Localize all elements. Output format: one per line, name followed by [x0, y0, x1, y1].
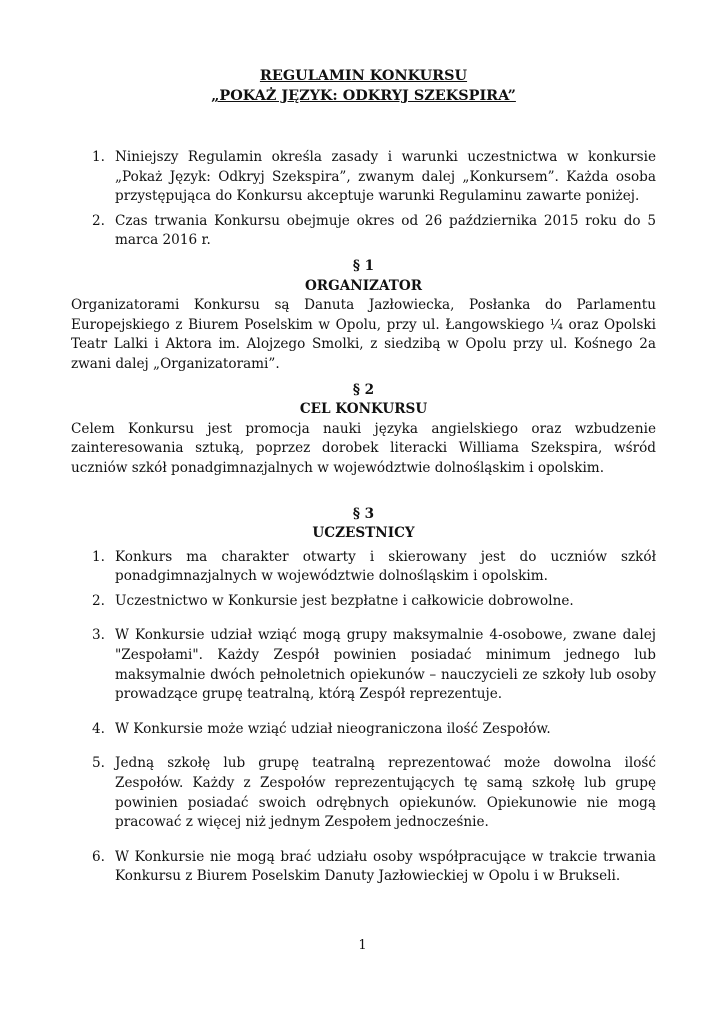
list-item [71, 148, 656, 207]
list-item [71, 548, 656, 587]
list-item [71, 754, 656, 832]
list-item-text: Konkurs ma charakter otwarty i skierowany jest do uczniów szkół ponadgimnazjalnych w województwie dolnośląskim i opolskim. [115, 548, 656, 585]
section-1-heading: ORGANIZATOR [304, 277, 423, 294]
participants-list [71, 548, 656, 887]
section-2-heading: CEL KONKURSU [299, 401, 428, 418]
list-item [71, 626, 656, 704]
list-item [71, 720, 656, 740]
list-item-text: Uczestnictwo w Konkursie jest bezpłatne i całkowicie dobrowolne. [115, 592, 574, 609]
list-item-text: Czas trwania Konkursu obejmuje okres od 26 października 2015 roku do 5 marca 2016 r. [115, 212, 656, 249]
list-item-number: 2. [92, 592, 105, 609]
list-item-text: W Konkursie może wziąć udział nieograniczona ilość Zespołów. [115, 720, 551, 737]
list-item [71, 592, 656, 612]
list-item-number: 3. [92, 627, 105, 644]
list-item-number: 2. [92, 212, 105, 229]
list-item-number: 1. [92, 149, 105, 165]
document-title-line-1: REGULAMIN KONKURSU [259, 67, 468, 84]
section-1-mark: § 1 [352, 257, 375, 274]
list-item-text: Jedną szkołę lub grupę teatralną reprezentować może dowolna ilość Zespołów. Każdy z Zespołów reprezentujących tę samą szkołę lub grupę powinien posiadać swoich odrębnych opiekunów. Opiekunowie nie mogą pracować z więcej niż jednym Zespołem jednocześnie. [115, 755, 656, 831]
section-2-text: Celem Konkursu jest promocja nauki języka angielskiego oraz wzbudzenie zainteresowania sztuką, poprzez dorobek literacki Williama Szekspira, wśród uczniów szkół ponadgimnazjalnych w województwie dolnośląskim i opolskim. [71, 420, 656, 476]
list-item [71, 848, 656, 887]
document-title-line-2: „POKAŻ JĘZYK: ODKRYJ SZEKSPIRA” [211, 87, 516, 104]
intro-list [71, 148, 656, 251]
list-item [71, 212, 656, 251]
list-item-text: W Konkursie nie mogą brać udziału osoby współpracujące w trakcie trwania Konkursu z Biurem Poselskim Danuty Jazłowieckiej w Opolu i w Brukseli. [115, 848, 656, 885]
section-3-heading: UCZESTNICY [312, 525, 415, 542]
list-item-number: 6. [92, 848, 105, 865]
section-2-mark: § 2 [352, 381, 375, 398]
list-item-number: 5. [92, 755, 105, 772]
page-number: 1 [358, 938, 367, 953]
list-item-text: W Konkursie udział wziąć mogą grupy maksymalnie 4-osobowe, zwane dalej "Zespołami". Każdy Zespół powinien posiadać minimum jednego lub maksymalnie dwóch pełnoletnich opiekunów – nauczycieli ze szkoły lub osoby prowadzące grupę teatralną, którą Zespół reprezentuje. [115, 627, 656, 703]
list-item-text: Niniejszy Regulamin określa zasady i warunki uczestnictwa w konkursie „Pokaż Język: Odkryj Szekspira”, zwanym dalej „Konkursem”. Każda osoba przystępująca do Konkursu akceptuje warunki Regulaminu zawarte poniżej. [115, 149, 656, 205]
list-item-number: 1. [92, 548, 105, 565]
section-3-mark: § 3 [352, 505, 375, 522]
document-page [71, 66, 656, 887]
list-item-number: 4. [92, 720, 105, 737]
section-1-text: Organizatorami Konkursu są Danuta Jazłowiecka, Posłanka do Parlamentu Europejskiego z Biurem Poselskim w Opolu, przy ul. Łangowskiego ¼ oraz Opolski Teatr Lalki i Aktora im. Alojzego Smolki, z siedzibą w Opolu przy ul. Kośnego 2a zwani dalej „Organizatorami”. [71, 297, 656, 372]
